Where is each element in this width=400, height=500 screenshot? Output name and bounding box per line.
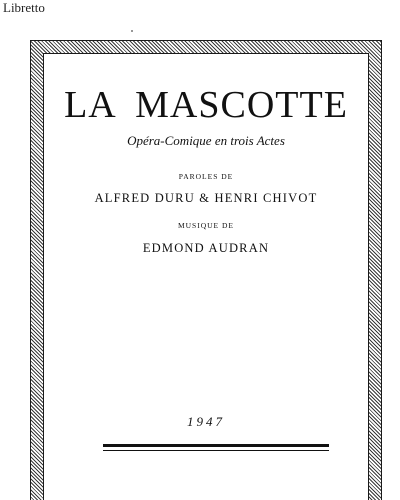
lyricists-names: ALFRED DURU & HENRI CHIVOT: [94, 191, 318, 205]
libretto-caption: Libretto: [3, 0, 45, 15]
music-label: MUSIQUE DE: [177, 221, 235, 230]
publication-year: 1947: [187, 414, 225, 429]
composer-name: EDMOND AUDRAN: [142, 241, 270, 255]
double-rule-thick: [103, 444, 329, 447]
opera-title: LA MASCOTTE: [64, 84, 348, 126]
opera-subtitle: Opéra-Comique en trois Actes: [127, 133, 285, 148]
double-rule-thin: [103, 450, 329, 451]
speck-mark: [131, 30, 133, 32]
lyrics-label: PAROLES DE: [178, 172, 234, 181]
